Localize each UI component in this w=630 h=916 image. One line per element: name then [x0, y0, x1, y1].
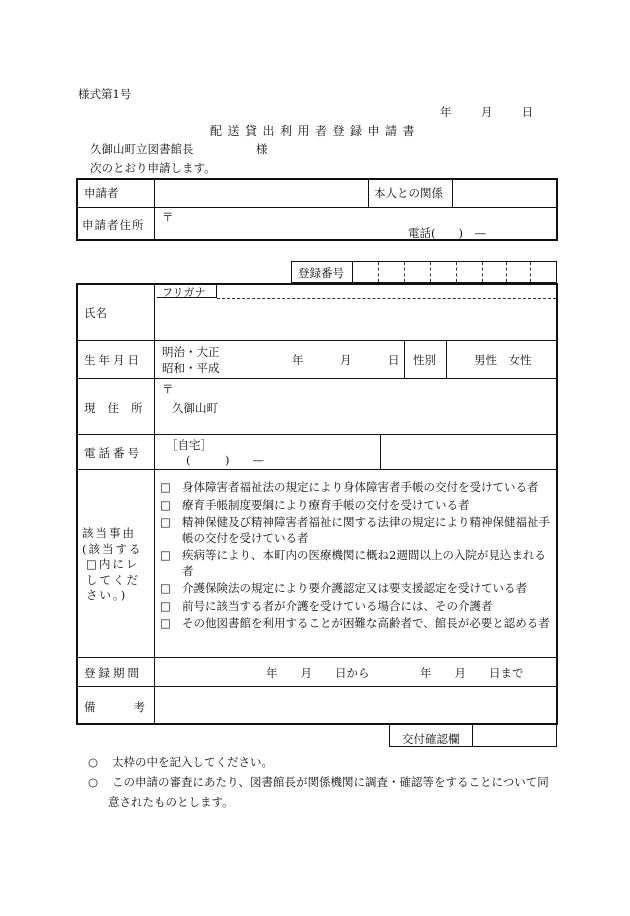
delivery-confirm-field[interactable] [474, 726, 556, 746]
name-label: 氏名 [84, 306, 107, 320]
home-phone-format: ( ) — [186, 453, 264, 467]
reason-checkbox[interactable]: □ [160, 515, 171, 529]
reason-checkbox[interactable]: □ [160, 616, 171, 630]
reason-item: □ 介護保険法の規定により要介護認定又は要支援認定を受けている者 [160, 581, 527, 595]
date-line [440, 104, 533, 120]
relation-label: 本人との関係 [374, 186, 443, 200]
reason-checkbox[interactable]: □ [160, 598, 171, 613]
note-item: ○ 太枠の中を記入してください。 [88, 752, 558, 772]
name-field[interactable] [156, 300, 556, 339]
date-month: 月 [480, 105, 493, 119]
applicant-address-label: 申請者住所 [82, 218, 145, 232]
furigana-field[interactable] [218, 285, 556, 297]
other-phone-field[interactable] [382, 436, 556, 468]
applicant-address-field[interactable] [156, 210, 556, 239]
reason-label: 該当事由 (該当する □内にレ してくだ さい。) [82, 526, 143, 602]
applicant-phone: 電話( ) — [408, 226, 486, 240]
reason-item: □ 精神保健及び精神障害者福祉に関する法律の規定により精神保健福祉手帳の交付を受けている者 [160, 515, 550, 545]
address-postal-mark: 〒 [162, 382, 174, 396]
reason-list [160, 480, 552, 634]
reason-item: □ 身体障害者福祉法の規定により身体障害者手帳の交付を受けている者 [160, 480, 539, 494]
reason-item: □ 疾病等により、本町内の医療機関に概ね2週間以上の入院が見込まれる者 [160, 548, 546, 578]
reason-checkbox[interactable]: □ [160, 581, 171, 595]
circle-icon: ○ [88, 775, 99, 789]
period-to: 年 月 日まで [420, 666, 524, 680]
form-title: 配送貸出利用者登録申請書 [210, 124, 421, 138]
remarks-field[interactable] [156, 688, 556, 723]
date-day: 日 [521, 105, 534, 119]
home-phone-label: ［自宅］ [166, 438, 212, 452]
current-address-field[interactable] [156, 380, 556, 433]
reason-item: □ その他図書館を利用することが困難な高齢者で、館長が必要と認める者 [160, 616, 550, 630]
era-line-2: 昭和・平成 [162, 361, 220, 375]
form-number: 様式第1号 [78, 87, 132, 101]
addressee: 久御山町立図書館長 [90, 142, 194, 156]
honorific: 様 [256, 142, 268, 156]
sex-label: 性別 [413, 353, 436, 367]
reason-checkbox[interactable]: □ [160, 548, 171, 562]
reason-checkbox[interactable]: □ [160, 480, 171, 494]
circle-icon: ○ [88, 755, 99, 769]
reason-checkbox[interactable]: □ [160, 497, 171, 512]
home-phone-field[interactable] [156, 436, 378, 468]
applicant-name-field[interactable] [156, 181, 366, 205]
birth-month: 月 [340, 353, 352, 367]
reason-item: □ 療育手帳制度要綱により療育手帳の交付を受けている者 [160, 497, 470, 512]
applicant-name-label: 申請者 [84, 186, 119, 200]
date-year: 年 [440, 105, 452, 119]
intro-text: 次のとおり申請します。 [90, 161, 216, 175]
sex-options[interactable]: 男性 女性 [474, 353, 532, 367]
registration-period-label: 登録期間 [84, 666, 142, 680]
notes [88, 752, 558, 812]
reason-item: □ 前号に該当する者が介護を受けている場合には、その介護者 [160, 598, 493, 613]
phone-label: 電話番号 [84, 446, 142, 460]
registration-number-field[interactable] [353, 262, 556, 282]
address-town: 久御山町 [172, 401, 218, 415]
registration-period-field[interactable] [156, 659, 556, 685]
registration-number-label: 登録番号 [298, 266, 344, 280]
birth-year: 年 [292, 353, 304, 367]
furigana-label: フリガナ [162, 286, 206, 299]
delivery-confirm-label: 交付確認欄 [402, 732, 460, 746]
applicant-postal-mark: 〒 [162, 210, 174, 224]
birth-date-label: 生年月日 [84, 353, 142, 367]
era-line-1: 明治・大正 [162, 345, 220, 359]
current-address-label: 現住所 [84, 401, 155, 415]
period-from: 年 月 日から [266, 666, 370, 680]
birth-day: 日 [388, 353, 400, 367]
note-item: ○ この申請の審査にあたり、図書館長が関係機関に調査・確認等をすることについて同意されたものとします。 [88, 772, 558, 812]
birth-date-field[interactable] [226, 342, 402, 376]
remarks-label: 備考 [84, 700, 183, 714]
relation-field[interactable] [454, 181, 556, 205]
